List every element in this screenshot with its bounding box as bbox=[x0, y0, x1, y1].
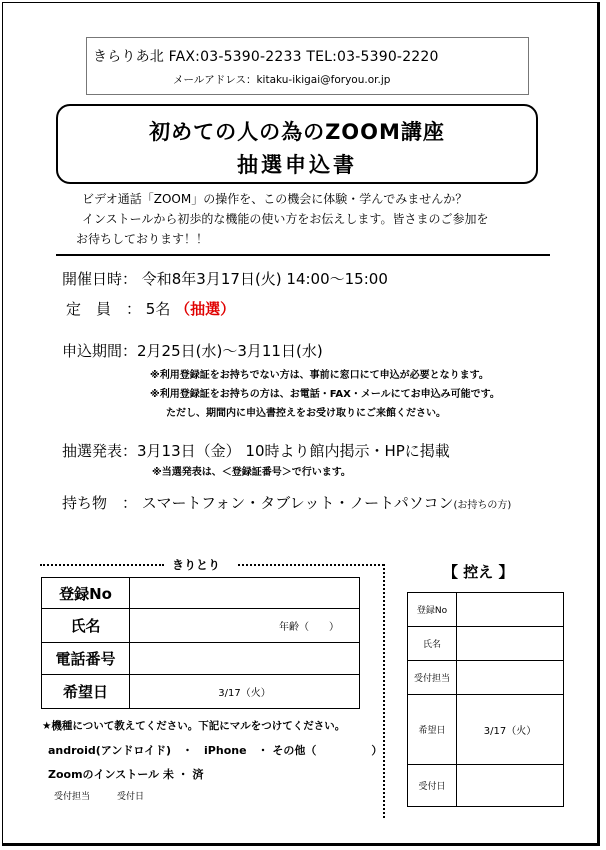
event-date: 開催日時： 令和8年3月17日(火) 14:00～15:00 bbox=[62, 270, 388, 288]
form-label-registration-no: 登録No bbox=[42, 578, 130, 609]
intro-line-3: お待ちしております！！ bbox=[76, 232, 209, 246]
cut-label: きりとり bbox=[172, 558, 221, 572]
cut-line-left bbox=[40, 564, 164, 566]
intro-line-1: ビデオ通話「ZOOM」の操作を、この機会に体験・学んでみませんか？ bbox=[82, 192, 468, 206]
registration-no-field[interactable] bbox=[130, 578, 360, 609]
copy-desired-date: 3/17（火） bbox=[457, 695, 564, 765]
capacity bbox=[66, 298, 235, 319]
copy-table bbox=[407, 592, 564, 807]
apply-note-2: ※利用登録証をお持ちの方は、お電話・FAX・メールにてお申込み可能です。 bbox=[150, 389, 500, 400]
copy-title: 【 控え 】 bbox=[443, 563, 514, 581]
application-form-table bbox=[41, 577, 360, 709]
device-question: ★機種について教えてください。下記にマルをつけてください。 bbox=[42, 720, 346, 732]
capacity-label: 定 員 ： bbox=[66, 300, 142, 318]
bring-note: (お持ちの方) bbox=[453, 500, 512, 511]
copy-received-date bbox=[457, 765, 564, 807]
copy-registration-no bbox=[457, 593, 564, 627]
form-label-desired-date: 希望日 bbox=[42, 675, 130, 709]
capacity-value: 5名 bbox=[145, 300, 171, 318]
bring-items bbox=[62, 492, 511, 513]
bring-label: 持ち物 ： bbox=[62, 494, 138, 512]
course-title: 初めての人の為のZOOM講座 bbox=[149, 120, 445, 144]
copy-label-staff: 受付担当 bbox=[408, 661, 457, 695]
cut-line-right bbox=[238, 564, 384, 566]
apply-period: 申込期間：2月25日(水)～3月11日(水) bbox=[62, 342, 323, 360]
intro-line-2: インストールから初歩的な機能の使い方をお伝えします。皆さまのご参加を bbox=[82, 212, 489, 226]
phone-field[interactable] bbox=[130, 643, 360, 675]
copy-label-registration-no: 登録No bbox=[408, 593, 457, 627]
form-title: 抽選申込書 bbox=[237, 153, 357, 177]
title-box bbox=[56, 104, 538, 184]
divider bbox=[56, 254, 550, 256]
contact-email: メールアドレス：kitaku-ikigai@foryou.or.jp bbox=[173, 74, 391, 86]
bring-value: スマートフォン・タブレット・ノートパソコン bbox=[141, 494, 454, 512]
capacity-lottery-note: （抽選） bbox=[175, 300, 236, 318]
lottery-result-note: ※当選発表は、＜登録証番号＞で行います。 bbox=[152, 467, 351, 478]
cut-line-vertical bbox=[383, 564, 385, 818]
name-age-field[interactable]: 年齢（ ） bbox=[130, 609, 360, 643]
apply-note-3: ただし、期間内に申込書控えをお受け取りにご来館ください。 bbox=[166, 408, 446, 419]
staff-labels: 受付担当 受付日 bbox=[54, 792, 145, 802]
form-label-name: 氏名 bbox=[42, 609, 130, 643]
device-options[interactable]: android(アンドロイド) ・ iPhone ・ その他（ ） bbox=[48, 744, 383, 757]
copy-label-desired-date: 希望日 bbox=[408, 695, 457, 765]
apply-note-1: ※利用登録証をお持ちでない方は、事前に窓口にて申込が必要となります。 bbox=[150, 370, 489, 381]
contact-phone-fax: きらりあ北 FAX:03-5390-2233 TEL:03-5390-2220 bbox=[93, 49, 439, 65]
desired-date-field[interactable]: 3/17（火） bbox=[130, 675, 360, 709]
copy-label-name: 氏名 bbox=[408, 627, 457, 661]
copy-staff bbox=[457, 661, 564, 695]
zoom-install-status[interactable]: Zoomのインストール 未 ・ 済 bbox=[48, 768, 204, 781]
copy-label-received-date: 受付日 bbox=[408, 765, 457, 807]
contact-box bbox=[86, 37, 529, 95]
lottery-result: 抽選発表：3月13日（金） 10時より館内掲示・HPに掲載 bbox=[62, 442, 450, 460]
copy-name bbox=[457, 627, 564, 661]
form-label-phone: 電話番号 bbox=[42, 643, 130, 675]
